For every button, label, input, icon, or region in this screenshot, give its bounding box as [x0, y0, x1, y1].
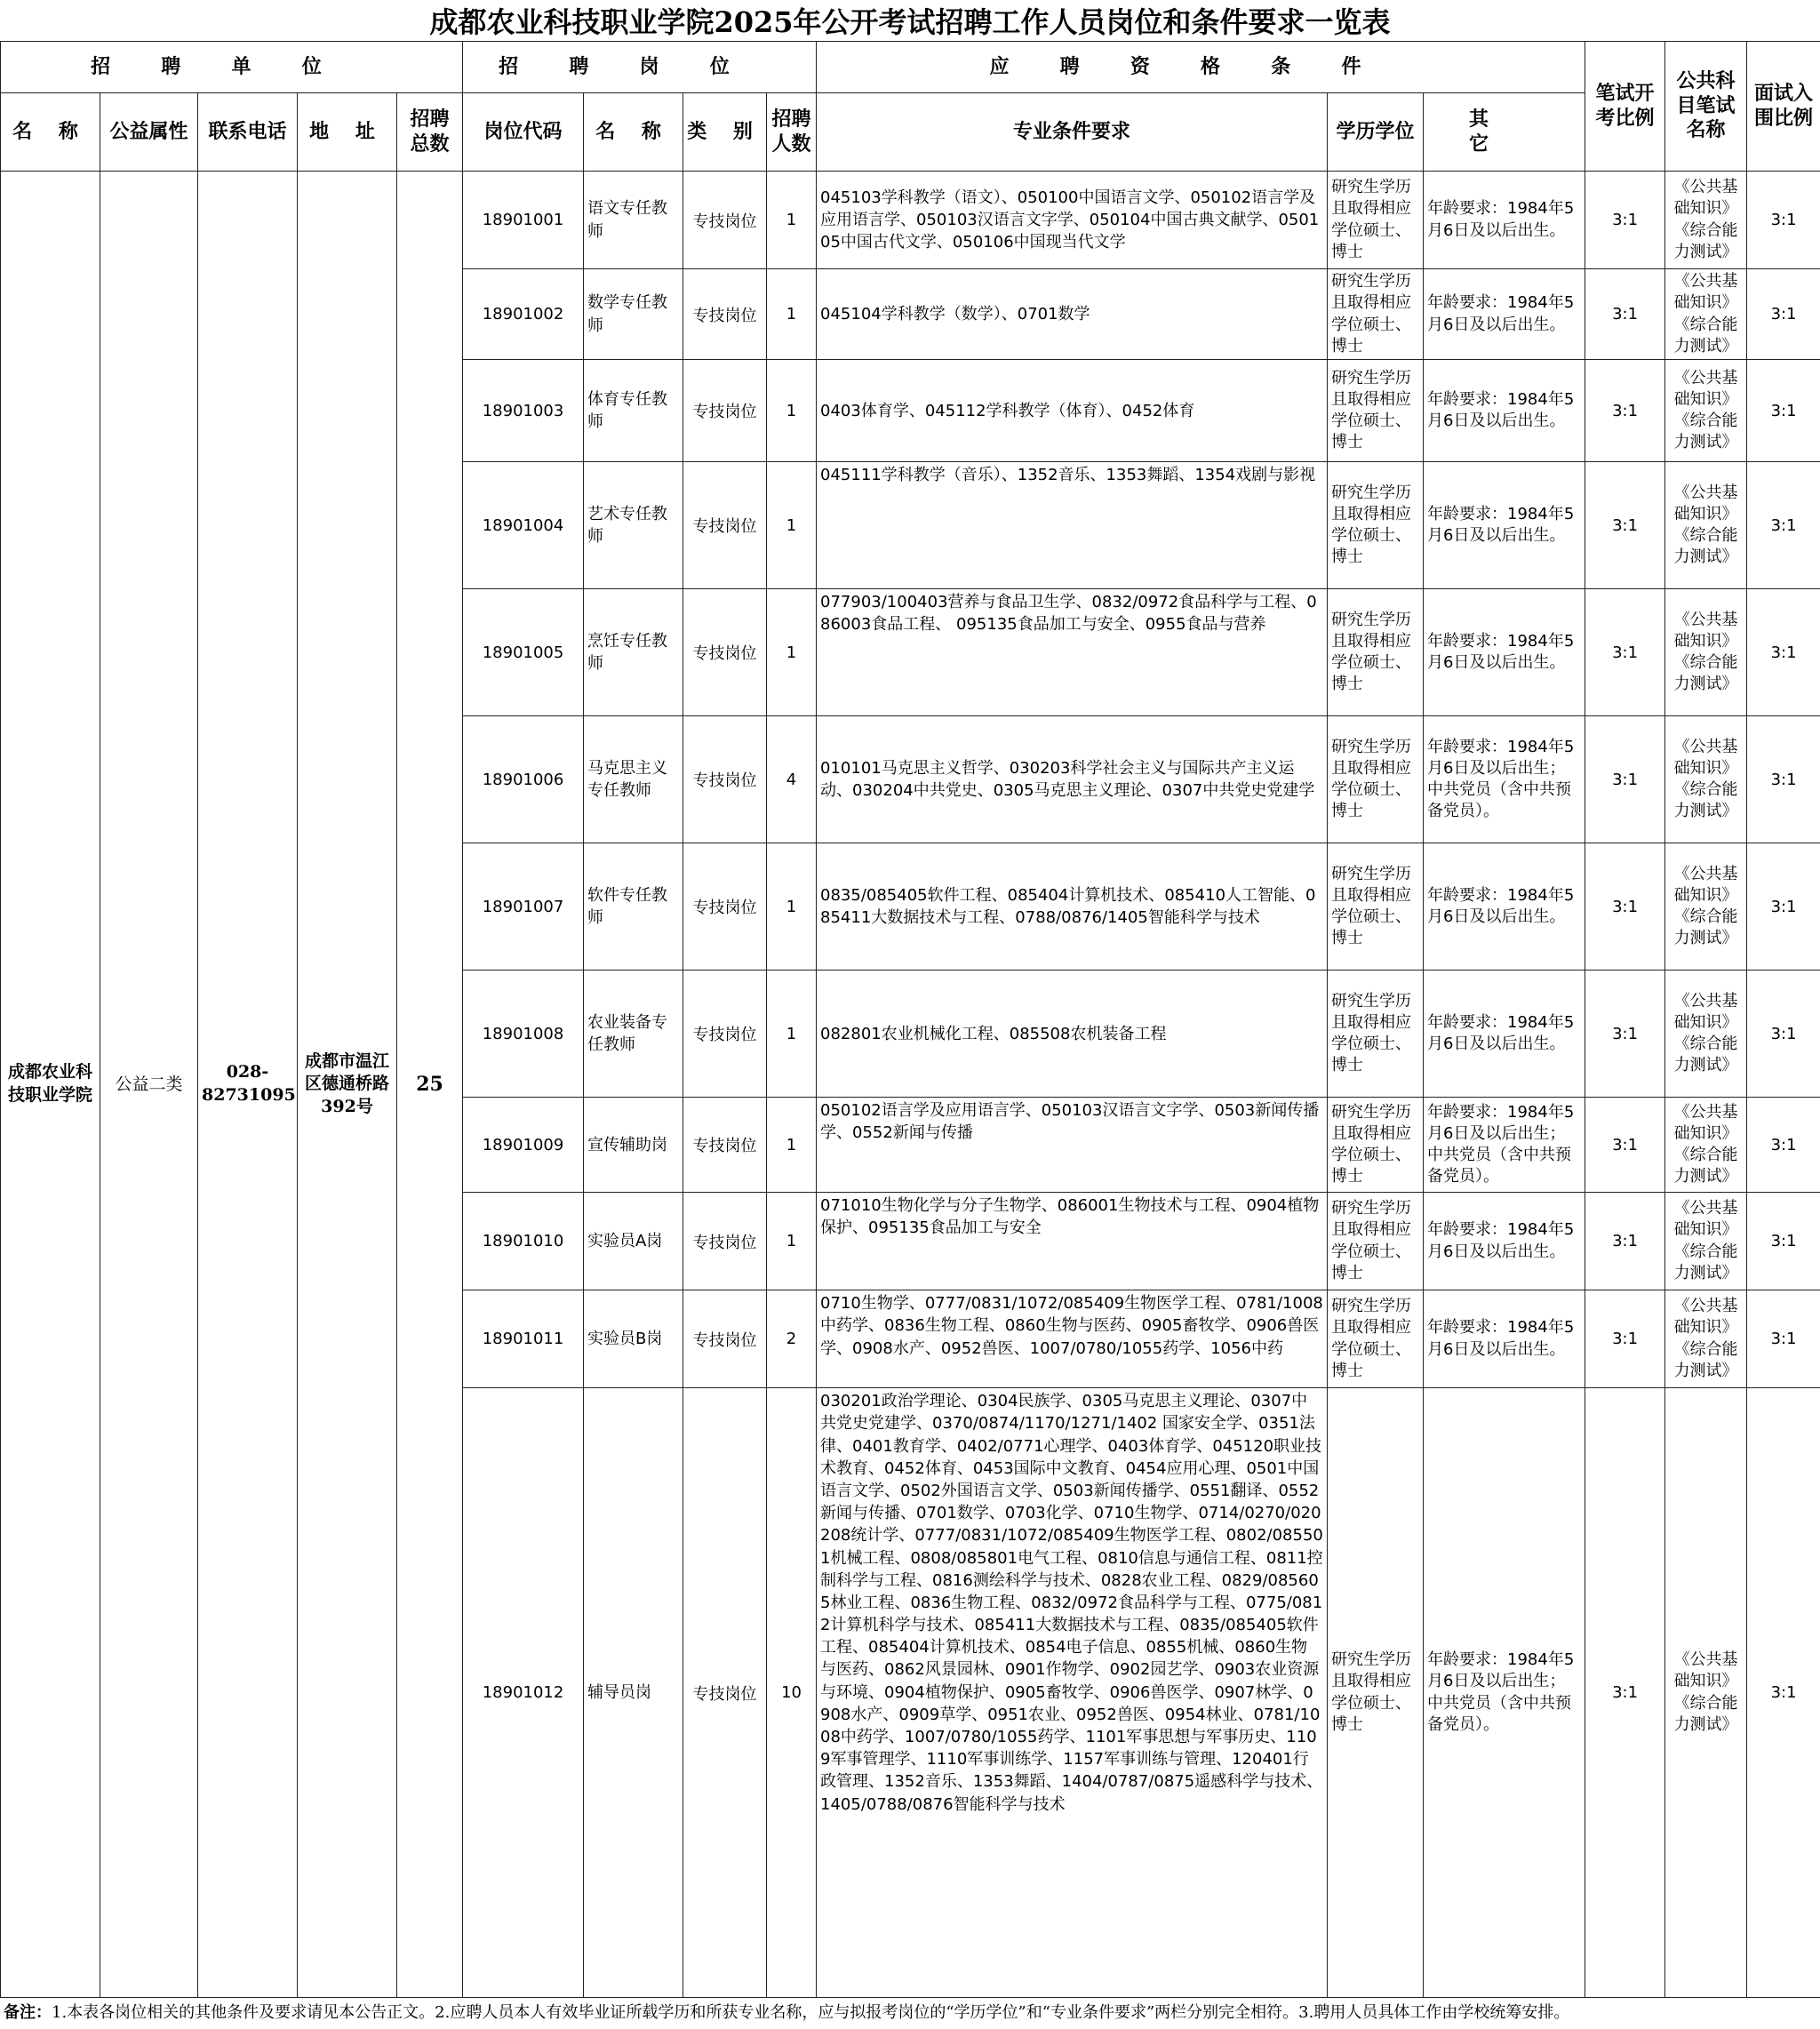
post-major: 071010生物化学与分子生物学、086001生物技术与工程、0904植物保护、095135食品加工与安全: [817, 1193, 1328, 1290]
post-name: 软件专任教师: [584, 843, 683, 971]
post-interview-ratio: 3:1: [1747, 1290, 1820, 1388]
post-education: 研究生学历且取得相应学位硕士、博士: [1328, 172, 1424, 269]
recruitment-table: [0, 41, 1820, 1998]
post-code: 18901007: [463, 843, 584, 971]
post-exam-ratio: 3:1: [1585, 971, 1665, 1098]
post-exam-subject: 《公共基础知识》《综合能力测试》: [1665, 716, 1747, 843]
header-category: 类 别: [683, 93, 767, 172]
post-name: 艺术专任教师: [584, 462, 683, 589]
post-interview-ratio: 3:1: [1747, 716, 1820, 843]
post-other: 年龄要求：1984年5月6日及以后出生。: [1424, 269, 1585, 360]
header-exam-ratio: 笔试开考比例: [1585, 42, 1665, 172]
footnote-text: 1.本表各岗位相关的其他条件及要求请见本公告正文。2.应聘人员本人有效毕业证所载学历和所获专业名称，应与拟报考岗位的“学历学位”和“专业条件要求”两栏分别完全相符。3.聘用人员具体工作由学校统筹安排。: [52, 2003, 1570, 2022]
post-name: 辅导员岗: [584, 1388, 683, 1998]
unit-nature: 公益二类: [100, 172, 198, 1998]
header-unit-name: 名 称: [1, 93, 100, 172]
header-address: 地 址: [298, 93, 397, 172]
post-category: 专技岗位: [683, 1193, 767, 1290]
post-major: 077903/100403营养与食品卫生学、0832/0972食品科学与工程、086003食品工程、 095135食品加工与安全、0955食品与营养: [817, 589, 1328, 716]
header-count: 招聘人数: [767, 93, 817, 172]
post-name: 马克思主义专任教师: [584, 716, 683, 843]
post-category: 专技岗位: [683, 269, 767, 360]
unit-name: 成都农业科技职业学院: [1, 172, 100, 1998]
post-education: 研究生学历且取得相应学位硕士、博士: [1328, 1388, 1424, 1998]
post-count: 1: [767, 971, 817, 1098]
post-name: 农业装备专任教师: [584, 971, 683, 1098]
post-exam-subject: 《公共基础知识》《综合能力测试》: [1665, 172, 1747, 269]
post-count: 4: [767, 716, 817, 843]
post-education: 研究生学历且取得相应学位硕士、博士: [1328, 589, 1424, 716]
post-other: 年龄要求：1984年5月6日及以后出生。: [1424, 843, 1585, 971]
post-major: 030201政治学理论、0304民族学、0305马克思主义理论、0307中共党史党建学、0370/0874/1170/1271/1402 国家安全学、0351法律、0401教育学、0402/0771心理学、0403体育学、045120职业技术教育、0452体育、0453国际中文教育、0454应用心理、0501中国语言文学、0502外国语言文学、0503新闻传播学、0551翻译、0552新闻与传播、0701数学、0703化学、0710生物学、0714/0270/020208统计学、0777/0831/1072/085409生物医学工程、0802/085501机械工程、0808/085801电气工程、0810信息与通信工程、0811控制科学与工程、0816测绘科学与技术、0828农业工程、0829/085605林业工程、0836生物工程、0832/0972食品科学与工程、0775/0812计算机科学与技术、085411大数据技术与工程、0835/085405软件工程、085404计算机技术、0854电子信息、0855机械、0860生物与医药、0862风景园林、0901作物学、0902园艺学、0903农业资源与环境、0904植物保护、0905畜牧学、0906兽医学、0907林学、0908水产、0909草学、0951农业、0952兽医、0954林业、0781/1008中药学、1007/0780/1055药学、1101军事思想与军事历史、1109军事管理学、1110军事训练学、1157军事训练与管理、120401行政管理、1352音乐、1353舞蹈、1404/0787/0875遥感科学与技术、1405/0788/0876智能科学与技术: [817, 1388, 1328, 1998]
post-code: 18901006: [463, 716, 584, 843]
post-count: 1: [767, 1098, 817, 1193]
post-other: 年龄要求：1984年5月6日及以后出生；中共党员（含中共预备党员）。: [1424, 716, 1585, 843]
post-major: 0710生物学、0777/0831/1072/085409生物医学工程、0781/1008中药学、0836生物工程、0860生物与医药、0905畜牧学、0906兽医学、0908水产、0952兽医、1007/0780/1055药学、1056中药: [817, 1290, 1328, 1388]
page-title: 成都农业科技职业学院2025年公开考试招聘工作人员岗位和条件要求一览表: [429, 5, 1391, 39]
header-phone: 联系电话: [198, 93, 298, 172]
post-education: 研究生学历且取得相应学位硕士、博士: [1328, 843, 1424, 971]
post-category: 专技岗位: [683, 172, 767, 269]
group-header-position: 招聘岗位: [463, 42, 817, 93]
header-interview-ratio: 面试入围比例: [1747, 42, 1820, 172]
post-code: 18901012: [463, 1388, 584, 1998]
post-major: 0835/085405软件工程、085404计算机技术、085410人工智能、085411大数据技术与工程、0788/0876/1405智能科学与技术: [817, 843, 1328, 971]
post-name: 实验员A岗: [584, 1193, 683, 1290]
post-count: 10: [767, 1388, 817, 1998]
post-code: 18901008: [463, 971, 584, 1098]
post-interview-ratio: 3:1: [1747, 1098, 1820, 1193]
footnote: [4, 1993, 1816, 2029]
post-major: 045111学科教学（音乐）、1352音乐、1353舞蹈、1354戏剧与影视: [817, 462, 1328, 589]
post-major: 0403体育学、045112学科教学（体育）、0452体育: [817, 360, 1328, 462]
post-exam-ratio: 3:1: [1585, 1290, 1665, 1388]
post-count: 1: [767, 462, 817, 589]
post-count: 2: [767, 1290, 817, 1388]
post-major: 082801农业机械化工程、085508农机装备工程: [817, 971, 1328, 1098]
post-interview-ratio: 3:1: [1747, 589, 1820, 716]
post-category: 专技岗位: [683, 589, 767, 716]
post-exam-ratio: 3:1: [1585, 462, 1665, 589]
post-category: 专技岗位: [683, 462, 767, 589]
post-category: 专技岗位: [683, 360, 767, 462]
post-code: 18901004: [463, 462, 584, 589]
group-header-unit: 招聘单位: [1, 42, 463, 93]
post-interview-ratio: 3:1: [1747, 971, 1820, 1098]
post-other: 年龄要求：1984年5月6日及以后出生。: [1424, 971, 1585, 1098]
unit-address: 成都市温江区德通桥路392号: [298, 172, 397, 1998]
post-exam-subject: 《公共基础知识》《综合能力测试》: [1665, 971, 1747, 1098]
post-name: 宣传辅助岗: [584, 1098, 683, 1193]
post-interview-ratio: 3:1: [1747, 1193, 1820, 1290]
post-exam-subject: 《公共基础知识》《综合能力测试》: [1665, 269, 1747, 360]
post-interview-ratio: 3:1: [1747, 172, 1820, 269]
post-category: 专技岗位: [683, 716, 767, 843]
post-count: 1: [767, 843, 817, 971]
header-major: 专业条件要求: [817, 93, 1328, 172]
post-other: 年龄要求：1984年5月6日及以后出生。: [1424, 462, 1585, 589]
post-exam-subject: 《公共基础知识》《综合能力测试》: [1665, 462, 1747, 589]
post-exam-subject: 《公共基础知识》《综合能力测试》: [1665, 360, 1747, 462]
post-category: 专技岗位: [683, 1098, 767, 1193]
post-exam-subject: 《公共基础知识》《综合能力测试》: [1665, 589, 1747, 716]
post-name: 体育专任教师: [584, 360, 683, 462]
header-education: 学历学位: [1328, 93, 1424, 172]
unit-phone: 028-82731095: [198, 172, 298, 1998]
post-education: 研究生学历且取得相应学位硕士、博士: [1328, 1193, 1424, 1290]
post-exam-subject: 《公共基础知识》《综合能力测试》: [1665, 1193, 1747, 1290]
post-category: 专技岗位: [683, 1290, 767, 1388]
unit-total: 25: [397, 172, 463, 1998]
post-other: 年龄要求：1984年5月6日及以后出生。: [1424, 360, 1585, 462]
post-exam-subject: 《公共基础知识》《综合能力测试》: [1665, 1290, 1747, 1388]
post-count: 1: [767, 589, 817, 716]
post-code: 18901010: [463, 1193, 584, 1290]
post-name: 语文专任教师: [584, 172, 683, 269]
post-major: 045103学科教学（语文）、050100中国语言文学、050102语言学及应用语言学、050103汉语言文字学、050104中国古典文献学、050105中国古代文学、050106中国现当代文学: [817, 172, 1328, 269]
post-category: 专技岗位: [683, 1388, 767, 1998]
post-education: 研究生学历且取得相应学位硕士、博士: [1328, 462, 1424, 589]
post-name: 实验员B岗: [584, 1290, 683, 1388]
post-exam-ratio: 3:1: [1585, 1388, 1665, 1998]
post-category: 专技岗位: [683, 843, 767, 971]
table-row: [1, 172, 1820, 269]
post-category: 专技岗位: [683, 971, 767, 1098]
post-count: 1: [767, 269, 817, 360]
post-education: 研究生学历且取得相应学位硕士、博士: [1328, 1098, 1424, 1193]
post-education: 研究生学历且取得相应学位硕士、博士: [1328, 269, 1424, 360]
post-count: 1: [767, 172, 817, 269]
post-other: 年龄要求：1984年5月6日及以后出生。: [1424, 589, 1585, 716]
post-code: 18901003: [463, 360, 584, 462]
header-post-name: 名 称: [584, 93, 683, 172]
post-interview-ratio: 3:1: [1747, 1388, 1820, 1998]
post-code: 18901002: [463, 269, 584, 360]
post-education: 研究生学历且取得相应学位硕士、博士: [1328, 360, 1424, 462]
header-code: 岗位代码: [463, 93, 584, 172]
post-name: 烹饪专任教师: [584, 589, 683, 716]
post-code: 18901001: [463, 172, 584, 269]
post-education: 研究生学历且取得相应学位硕士、博士: [1328, 971, 1424, 1098]
header-exam-subject: 公共科目笔试名称: [1665, 42, 1747, 172]
post-major: 050102语言学及应用语言学、050103汉语言文字学、0503新闻传播学、0552新闻与传播: [817, 1098, 1328, 1193]
post-code: 18901011: [463, 1290, 584, 1388]
post-exam-ratio: 3:1: [1585, 172, 1665, 269]
group-header-qualification: 应聘资格条件: [817, 42, 1585, 93]
post-exam-ratio: 3:1: [1585, 1098, 1665, 1193]
post-exam-subject: 《公共基础知识》《综合能力测试》: [1665, 843, 1747, 971]
header-total: 招聘总数: [397, 93, 463, 172]
post-interview-ratio: 3:1: [1747, 462, 1820, 589]
post-interview-ratio: 3:1: [1747, 843, 1820, 971]
post-education: 研究生学历且取得相应学位硕士、博士: [1328, 716, 1424, 843]
post-other: 年龄要求：1984年5月6日及以后出生；中共党员（含中共预备党员）。: [1424, 1098, 1585, 1193]
post-other: 年龄要求：1984年5月6日及以后出生；中共党员（含中共预备党员）。: [1424, 1388, 1585, 1998]
post-exam-ratio: 3:1: [1585, 1193, 1665, 1290]
post-exam-ratio: 3:1: [1585, 843, 1665, 971]
post-count: 1: [767, 360, 817, 462]
post-exam-subject: 《公共基础知识》《综合能力测试》: [1665, 1098, 1747, 1193]
post-count: 1: [767, 1193, 817, 1290]
header-nature: 公益属性: [100, 93, 198, 172]
post-major: 045104学科教学（数学）、0701数学: [817, 269, 1328, 360]
post-major: 010101马克思主义哲学、030203科学社会主义与国际共产主义运动、030204中共党史、0305马克思主义理论、0307中共党史党建学: [817, 716, 1328, 843]
post-exam-ratio: 3:1: [1585, 269, 1665, 360]
post-interview-ratio: 3:1: [1747, 360, 1820, 462]
post-code: 18901009: [463, 1098, 584, 1193]
post-interview-ratio: 3:1: [1747, 269, 1820, 360]
post-code: 18901005: [463, 589, 584, 716]
post-other: 年龄要求：1984年5月6日及以后出生。: [1424, 1193, 1585, 1290]
post-other: 年龄要求：1984年5月6日及以后出生。: [1424, 1290, 1585, 1388]
post-other: 年龄要求：1984年5月6日及以后出生。: [1424, 172, 1585, 269]
post-exam-subject: 《公共基础知识》《综合能力测试》: [1665, 1388, 1747, 1998]
post-exam-ratio: 3:1: [1585, 360, 1665, 462]
header-other: 其 它: [1424, 93, 1585, 172]
post-name: 数学专任教师: [584, 269, 683, 360]
post-exam-ratio: 3:1: [1585, 589, 1665, 716]
post-education: 研究生学历且取得相应学位硕士、博士: [1328, 1290, 1424, 1388]
footnote-label: 备注：: [4, 2003, 52, 2022]
post-exam-ratio: 3:1: [1585, 716, 1665, 843]
